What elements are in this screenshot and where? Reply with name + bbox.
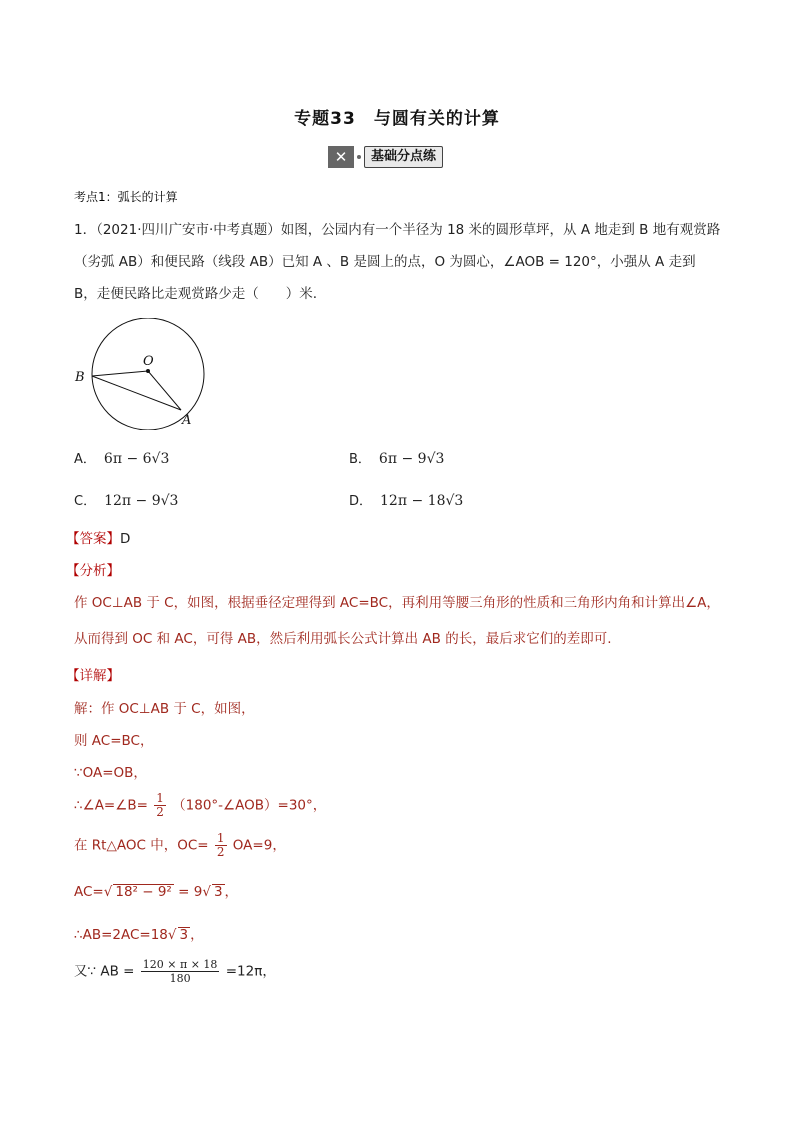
section-badge xyxy=(328,146,443,168)
option-d[interactable] xyxy=(349,490,463,509)
radius-ob xyxy=(92,371,148,376)
question-line-1: 1．（2021·四川广安市·中考真题）如图，公园内有一个半径为 18 米的圆形草坪，从 A 地走到 B 地有观赏路 xyxy=(74,222,721,238)
badge-dot xyxy=(357,155,361,159)
fraction-half xyxy=(154,792,166,819)
x-box-icon: ✕ xyxy=(328,146,354,168)
fraction-half xyxy=(215,832,227,859)
fraction-numerator: 1 xyxy=(156,791,164,805)
step-7-prefix: ∴AB=2AC=18 xyxy=(74,927,168,943)
sqrt-symbol: √ xyxy=(103,884,113,900)
circle-figure xyxy=(70,318,215,430)
option-b-text: 6π − 9√3 xyxy=(378,451,445,467)
step-4-prefix: ∴∠A=∠B= xyxy=(74,797,148,814)
option-b-letter: B． xyxy=(349,452,371,467)
sqrt-symbol: √ xyxy=(167,927,177,943)
option-d-text: 12π − 18√3 xyxy=(380,493,464,509)
answer-value: D xyxy=(120,531,131,547)
page-title: 专题33 与圆有关的计算 xyxy=(294,109,500,129)
detail-label: 【详解】 xyxy=(66,668,120,684)
step-7-suffix: ， xyxy=(190,927,204,943)
step-5-prefix: 在 Rt△AOC 中，OC= xyxy=(74,837,209,854)
badge-label: 基础分点练 xyxy=(364,146,443,168)
detail-step-3: ∵OA=OB， xyxy=(74,765,147,781)
detail-step-5 xyxy=(74,832,286,859)
option-c[interactable] xyxy=(74,490,178,509)
section-heading: 考点1：弧长的计算 xyxy=(74,190,178,204)
analysis-line-1: 作 OC⊥AB 于 C，如图，根据垂径定理得到 AC=BC，再利用等腰三角形的性质和三角形内角和计算出∠A， xyxy=(74,595,720,611)
option-a[interactable] xyxy=(74,448,169,467)
analysis-label: 【分析】 xyxy=(66,563,120,579)
label-b: B xyxy=(75,370,85,385)
fraction-numerator: 120 × π × 18 xyxy=(142,958,218,971)
question-line-2: （劣弧 AB）和便民路（线段 AB）已知 A 、B 是圆上的点，O 为圆心，∠AOB = 120°，小强从 A 走到 xyxy=(74,254,696,270)
radicand: 3 xyxy=(213,884,223,900)
fraction-denominator: 2 xyxy=(216,845,225,859)
arc-length-fraction xyxy=(141,958,220,985)
step-8-prefix: 又∵ AB = xyxy=(74,963,135,980)
radicand: 3 xyxy=(179,927,189,943)
fraction-denominator: 180 xyxy=(169,972,191,985)
option-a-letter: A． xyxy=(74,452,96,467)
sqrt-symbol: √ xyxy=(202,884,211,900)
analysis-line-2: 从而得到 OC 和 AC，可得 AB，然后利用弧长公式计算出 AB 的长，最后求它们的差即可. xyxy=(74,631,612,647)
step-6-suffix: ， xyxy=(224,884,239,900)
center-point xyxy=(146,369,150,373)
radicand: 18² − 9² xyxy=(115,884,172,900)
label-a: A xyxy=(182,413,192,428)
chord-ab xyxy=(92,376,181,410)
detail-step-6 xyxy=(74,880,238,900)
detail-step-7 xyxy=(74,923,204,943)
answer-label: 【答案】 xyxy=(66,531,120,547)
detail-step-8 xyxy=(74,958,276,985)
option-a-text: 6π − 6√3 xyxy=(103,451,170,467)
option-b[interactable] xyxy=(349,448,444,467)
step-4-suffix: （180°-∠AOB）=30°， xyxy=(172,797,327,814)
label-o: O xyxy=(143,354,154,369)
detail-step-4 xyxy=(74,792,326,819)
answer-row xyxy=(66,527,130,547)
option-c-letter: C． xyxy=(74,494,97,509)
detail-step-1: 解：作 OC⊥AB 于 C，如图， xyxy=(74,701,255,717)
option-d-letter: D． xyxy=(349,494,373,509)
detail-step-2: 则 AC=BC， xyxy=(74,733,154,749)
fraction-numerator: 1 xyxy=(216,831,225,845)
option-c-text: 12π − 9√3 xyxy=(104,493,179,509)
fraction-denominator: 2 xyxy=(156,805,164,819)
question-line-3: B，走便民路比走观赏路少走（ ）米. xyxy=(74,286,318,302)
step-5-suffix: OA=9， xyxy=(232,837,286,854)
step-6-prefix: AC= xyxy=(74,884,104,900)
step-6-equals: = 9 xyxy=(173,884,203,900)
step-8-suffix: =12π， xyxy=(225,963,276,980)
